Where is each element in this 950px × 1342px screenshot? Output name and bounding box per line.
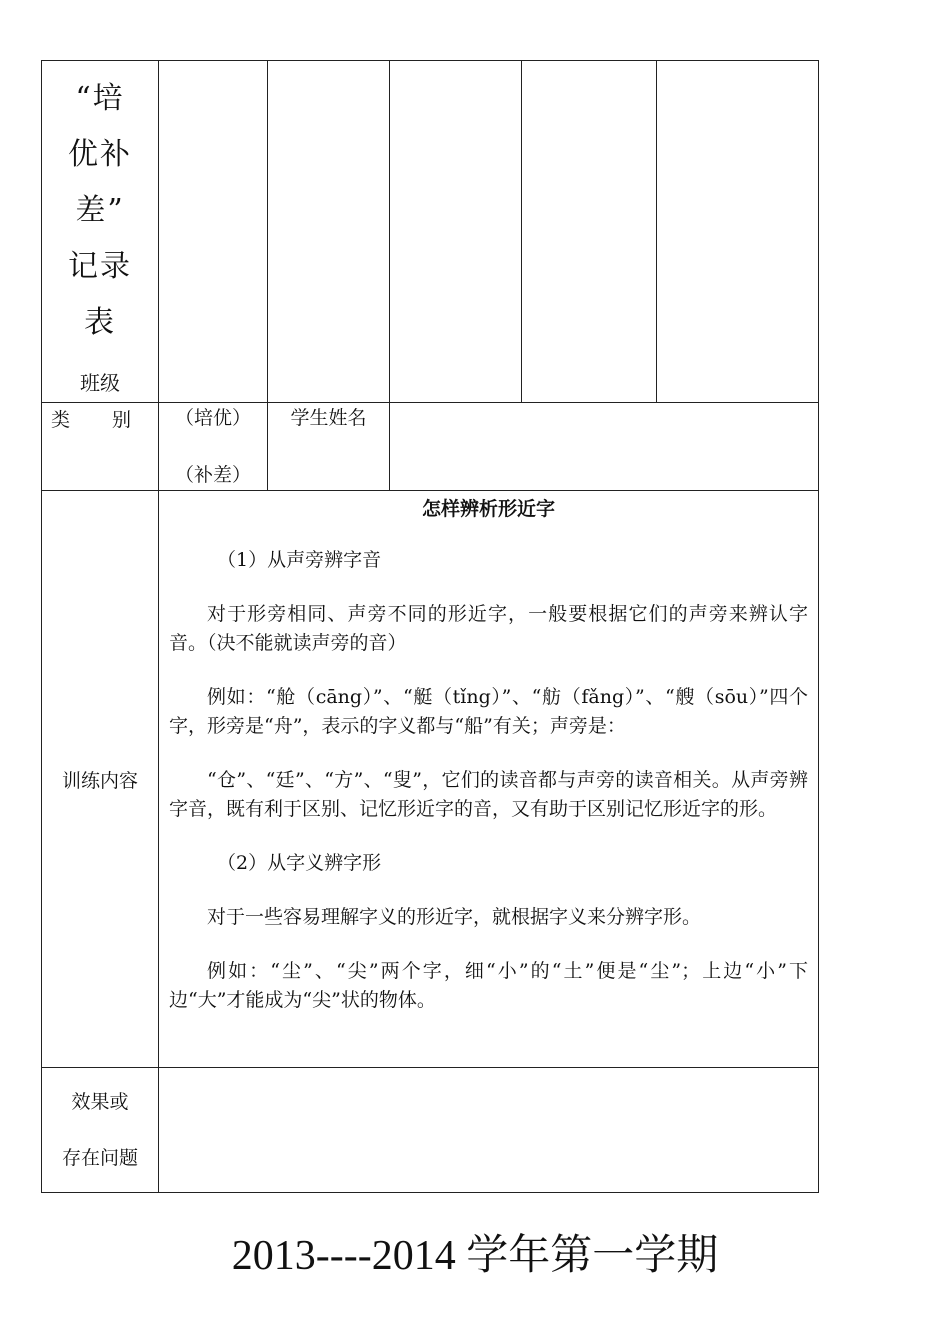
- category-label: 类 别: [42, 403, 159, 491]
- training-label: 训练内容: [42, 491, 159, 1068]
- paragraph-3: “仓”、“廷”、“方”、“叟”，它们的读音都与声旁的读音相关。从声旁辨字音，既有利于区别、记忆形近字的音，又有助于区别记忆形近字的形。: [169, 769, 808, 820]
- student-name-label-cell: [268, 403, 390, 491]
- paragraph-4: 对于一些容易理解字义的形近字，就根据字义来分辨字形。: [207, 906, 702, 928]
- student-name-label: 学生姓名: [290, 407, 367, 429]
- category-options: [159, 403, 268, 491]
- training-row: [42, 491, 819, 1068]
- category-option-bucha[interactable]: （补差）: [174, 464, 251, 486]
- class-field-3[interactable]: [390, 61, 522, 403]
- class-field-2[interactable]: [268, 61, 390, 403]
- paragraph-2: 例如：“舱（cāng）”、“艇（tǐng）”、“舫（fǎng）”、“艘（sōu）”四个字，形旁是“舟”，表示的字义都与“船”有关；声旁是：: [169, 686, 808, 737]
- header-row: [42, 61, 819, 403]
- class-field-1[interactable]: [159, 61, 268, 403]
- paragraph-1: 对于形旁相同、声旁不同的形近字，一般要根据它们的声旁来辨认字音。（决不能就读声旁的音）: [169, 603, 808, 654]
- class-field-5[interactable]: [657, 61, 819, 403]
- content-title: 怎样辨析形近字: [421, 498, 555, 520]
- effect-field[interactable]: [159, 1068, 819, 1193]
- category-row: [42, 403, 819, 491]
- form-title-cell: [42, 61, 159, 403]
- paragraph-5: 例如：“尘”、“尖”两个字，细“小”的“土”便是“尘”；上边“小”下边“大”才能成为“尖”状的物体。: [169, 960, 808, 1011]
- effect-label: 效果或 存在问题: [42, 1068, 159, 1193]
- section2-heading: （2）从字义辨字形: [217, 852, 382, 874]
- record-form-table: [41, 60, 819, 1193]
- training-content: [159, 491, 819, 1068]
- category-option-peiyou[interactable]: （培优）: [174, 407, 251, 429]
- section1-heading: （1）从声旁辨字音: [217, 549, 382, 571]
- semester-title: 2013----2014 学年第一学期: [231, 1233, 719, 1279]
- class-label: 班级: [80, 371, 120, 395]
- effect-row: [42, 1068, 819, 1193]
- student-name-field[interactable]: [390, 403, 819, 491]
- class-field-4[interactable]: [522, 61, 657, 403]
- form-title: “培 优补 差” 记录 表: [68, 81, 132, 340]
